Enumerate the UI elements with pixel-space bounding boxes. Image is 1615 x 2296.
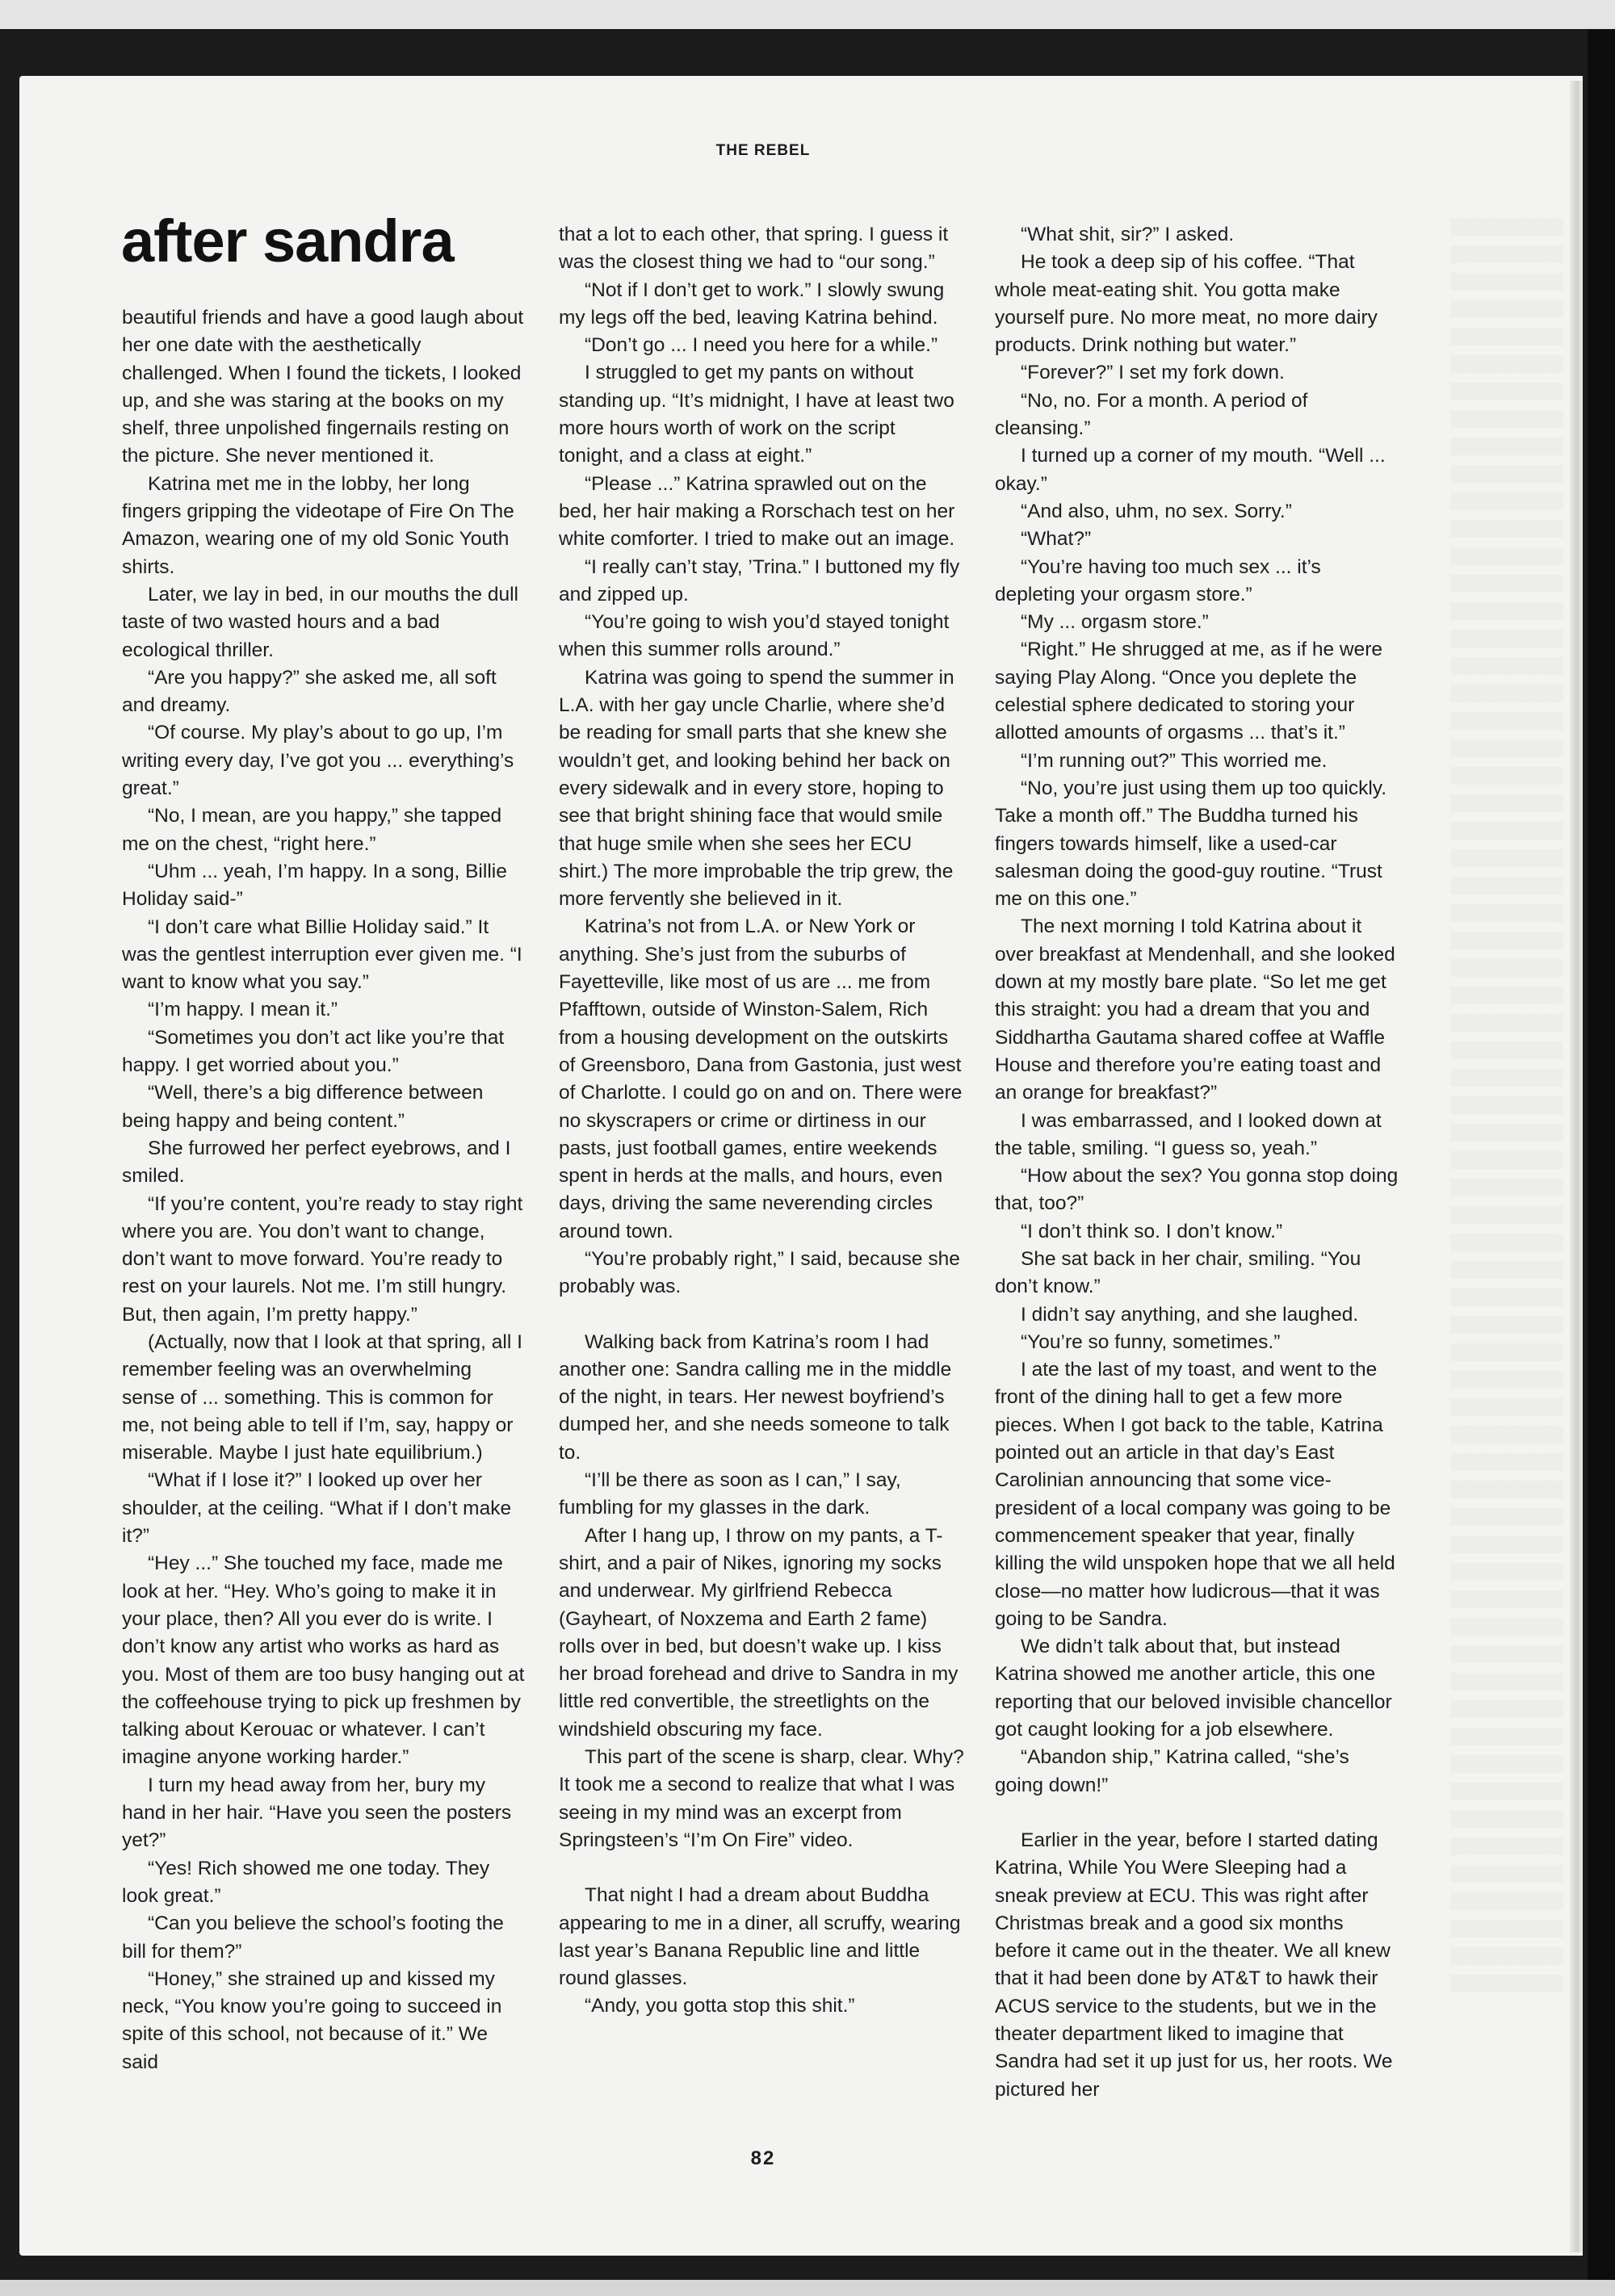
book-spine	[1588, 29, 1615, 2280]
paragraph: “You’re probably right,” I said, because she probably was.	[559, 1247, 960, 1298]
paragraph: She furrowed her perfect eyebrows, and I smiled.	[122, 1137, 511, 1188]
scan-background-bottom	[0, 2280, 1615, 2296]
paragraph: She sat back in her chair, smiling. “You don’t know.”	[995, 1247, 1361, 1298]
page-edge	[1570, 81, 1583, 2252]
paragraph: Earlier in the year, before I started dating Katrina, While You Were Sleeping had a sneak preview at ECU. This was right after Christmas break and a good six months before it came out in the theater. We all knew that it had been done by AT&T to hawk their ACUS service to the students, but we in the theater department liked to imagine that Sandra had set it up just for us, her roots. We pictured her	[995, 1829, 1393, 2101]
paragraph: “Can you believe the school’s footing the bill for them?”	[122, 1913, 504, 1963]
paragraph: “I’m happy. I mean it.”	[148, 999, 338, 1021]
paragraph: “No, I mean, are you happy,” she tapped me on the chest, “right here.”	[122, 805, 502, 855]
paragraph: Katrina was going to spend the summer in L.A. with her gay uncle Charlie, where she’d be reading for small parts that she knew she wouldn’t get, and looking behind her back on every sidewalk and in every store, hoping to see that bright shining face that would smile that huge smile when she sees her ECU shirt.) The more improbable the trip grew, the more fervently she believed in it.	[559, 666, 954, 911]
paragraph: I ate the last of my toast, and went to the front of the dining hall to get a few more pieces. When I got back to the table, Katrina pointed out an article in that day’s East Carolinian announcing that some vice-president of a local company was going to be commencement speaker that year, finally killing the wild unspoken hope that we all held close—no matter how ludicrous—that it was going to be Sandra.	[995, 1359, 1395, 1630]
text-column-3	[995, 221, 1400, 2104]
paragraph: “Of course. My play’s about to go up, I’m writing every day, I’ve got you ... everything’s great.”	[122, 722, 514, 800]
paragraph: “What shit, sir?” I asked.	[1021, 224, 1235, 245]
paragraph: “No, no. For a month. A period of cleansing.”	[995, 389, 1308, 440]
paragraph: “Abandon ship,” Katrina called, “she’s going down!”	[995, 1746, 1349, 1796]
article-title: after sandra	[121, 207, 454, 274]
paragraph: “Are you happy?” she asked me, all soft and dreamy.	[122, 666, 497, 717]
paragraph: “If you’re content, you’re ready to stay right where you are. You don’t want to change, don’t want to move forward. You’re ready to rest on your laurels. Not me. I’m still hungry. But, then again, I’m pretty happy.”	[122, 1192, 523, 1326]
paragraph: “What?”	[1021, 528, 1092, 551]
paragraph: “Hey ...” She touched my face, made me look at her. “Hey. Who’s going to make it in your place, then? All you ever do is write. I don’t know any artist who works as hard as you. Most of them are too busy hanging out at the coffeehouse trying to pick up freshmen by talking about Kerouac or whatever. I can’t imagine anyone working harder.”	[122, 1552, 525, 1769]
paragraph: “Forever?” I set my fork down.	[1021, 362, 1285, 384]
paragraph: “I don’t think so. I don’t know.”	[1021, 1220, 1283, 1242]
paragraph: beautiful friends and have a good laugh about her one date with the aesthetically challenged. When I found the tickets, I looked up, and she was staring at the books on my shelf, three unpolished fingernails resting on the picture. She never mentioned it.	[122, 307, 524, 467]
paragraph: After I hang up, I throw on my pants, a T-shirt, and a pair of Nikes, ignoring my socks and underwear. My girlfriend Rebecca (Gayheart, of Noxzema and Earth 2 fame) rolls over in bed, but doesn’t wake up. I kiss her broad forehead and drive to Sandra in my little red convertible, the streetlights on the windshield obscuring my face.	[559, 1524, 959, 1741]
page-number: 82	[750, 2147, 776, 2169]
paragraph: “Well, there’s a big difference between being happy and being content.”	[122, 1082, 484, 1132]
running-head: THE REBEL	[715, 142, 811, 159]
paragraph: “You’re so funny, sometimes.”	[1021, 1330, 1281, 1353]
paragraph: “I’m running out?” This worried me.	[1021, 749, 1328, 772]
paragraph: “Uhm ... yeah, I’m happy. In a song, Billie Holiday said-”	[122, 860, 507, 911]
paragraph: “Yes! Rich showed me one today. They look great.”	[122, 1857, 490, 1907]
paragraph: that a lot to each other, that spring. I guess it was the closest thing we had to “our song.”	[559, 224, 949, 274]
paragraph: This part of the scene is sharp, clear. Why? It took me a second to realize that what I was seeing in my mind was an excerpt from Springsteen’s “I’m On Fire” video.	[559, 1746, 964, 1851]
paragraph: Later, we lay in bed, in our mouths the dull taste of two wasted hours and a bad ecological thriller.	[122, 583, 518, 661]
paragraph: “Andy, you gotta stop this shit.”	[585, 1995, 855, 2017]
paragraph: (Actually, now that I look at that spring, all I remember feeling was an overwhelming sense of ... something. This is common for me, not being able to tell if I’m, say, happy or miserable. Maybe I just hate equilibrium.)	[122, 1330, 522, 1464]
paragraph: The next morning I told Katrina about it over breakfast at Mendenhall, and she looked down at my mostly bare plate. “So let me get this straight: you had a dream that you and Siddhartha Gautama shared coffee at Waffle House and therefore you’re eating toast and an orange for breakfast?”	[995, 915, 1395, 1104]
paragraph: “No, you’re just using them up too quickly. Take a month off.” The Buddha turned his fingers towards himself, like a used-car salesman doing the good-guy routine. “Trust me on this one.”	[995, 777, 1387, 911]
paragraph: Katrina’s not from L.A. or New York or anything. She’s just from the suburbs of Fayetteville, like most of us are ... me from Pfafftown, outside of Winston-Salem, Rich from a housing development on the outskirts of Greensboro, Dana from Gastonia, just west of Charlotte. I could go on and on. There were no skyscrapers or crime or dirtiness in our pasts, just football games, entire weekends spent in herds at the malls, and hours, even days, driving the same neverending circles around town.	[559, 915, 963, 1242]
paragraph: “I really can’t stay, ’Trina.” I buttoned my fly and zipped up.	[559, 555, 960, 605]
paragraph: “Please ...” Katrina sprawled out on the bed, her hair making a Rorschach test on her white comforter. I tried to make out an image.	[559, 472, 955, 551]
paragraph: “I don’t care what Billie Holiday said.” It was the gentlest interruption ever given me. “I want to know what you say.”	[122, 915, 522, 994]
scan-background-top	[0, 0, 1615, 29]
paragraph: Katrina met me in the lobby, her long fingers gripping the videotape of Fire On The Amazon, wearing one of my old Sonic Youth shirts.	[122, 472, 514, 578]
text-column-1	[122, 304, 527, 2076]
paragraph: I turn my head away from her, bury my hand in her hair. “Have you seen the posters yet?”	[122, 1774, 512, 1852]
paragraph: “How about the sex? You gonna stop doing that, too?”	[995, 1165, 1399, 1215]
paragraph: I turned up a corner of my mouth. “Well ... okay.”	[995, 445, 1386, 495]
paragraph: “Don’t go ... I need you here for a while.”	[585, 334, 938, 357]
paragraph: I was embarrassed, and I looked down at the table, smiling. “I guess so, yeah.”	[995, 1109, 1382, 1159]
paragraph: “What if I lose it?” I looked up over her shoulder, at the ceiling. “What if I don’t make it?”	[122, 1469, 512, 1548]
paragraph: I struggled to get my pants on without standing up. “It’s midnight, I have at least two more hours worth of work on the script tonight, and a class at eight.”	[559, 362, 954, 467]
show-through-text	[1450, 218, 1563, 1994]
paragraph: Walking back from Katrina’s room I had another one: Sandra calling me in the middle of the night, in tears. Her newest boyfriend’s dumped her, and she needs someone to talk to.	[559, 1330, 952, 1464]
paragraph: “You’re having too much sex ... it’s depleting your orgasm store.”	[995, 555, 1321, 605]
paragraph: “Right.” He shrugged at me, as if he were saying Play Along. “Once you deplete the celestial sphere dedicated to storing your allotted amounts of orgasms ... that’s it.”	[995, 639, 1383, 744]
paragraph: That night I had a dream about Buddha appearing to me in a diner, all scruffy, wearing last year’s Banana Republic line and little round glasses.	[559, 1884, 961, 1990]
paragraph: “I’ll be there as soon as I can,” I say, fumbling for my glasses in the dark.	[559, 1469, 901, 1519]
paragraph: We didn’t talk about that, but instead Katrina showed me another article, this one reporting that our beloved invisible chancellor got caught looking for a job elsewhere.	[995, 1636, 1392, 1741]
text-column-2	[559, 221, 964, 2021]
paragraph: “You’re going to wish you’d stayed tonight when this summer rolls around.”	[559, 611, 950, 661]
paragraph: “Sometimes you don’t act like you’re that happy. I get worried about you.”	[122, 1026, 505, 1077]
paragraph: I didn’t say anything, and she laughed.	[1021, 1303, 1359, 1326]
paragraph: “Not if I don’t get to work.” I slowly swung my legs off the bed, leaving Katrina behind.	[559, 279, 945, 329]
paragraph: He took a deep sip of his coffee. “That whole meat-eating shit. You gotta make yourself pure. No more meat, no more dairy products. Drink nothing but water.”	[995, 251, 1378, 357]
paragraph: “And also, uhm, no sex. Sorry.”	[1021, 500, 1292, 522]
paragraph: “My ... orgasm store.”	[1021, 611, 1209, 634]
paragraph: “Honey,” she strained up and kissed my neck, “You know you’re going to succeed in spite of this school, not because of it.” We said	[122, 1967, 502, 2073]
